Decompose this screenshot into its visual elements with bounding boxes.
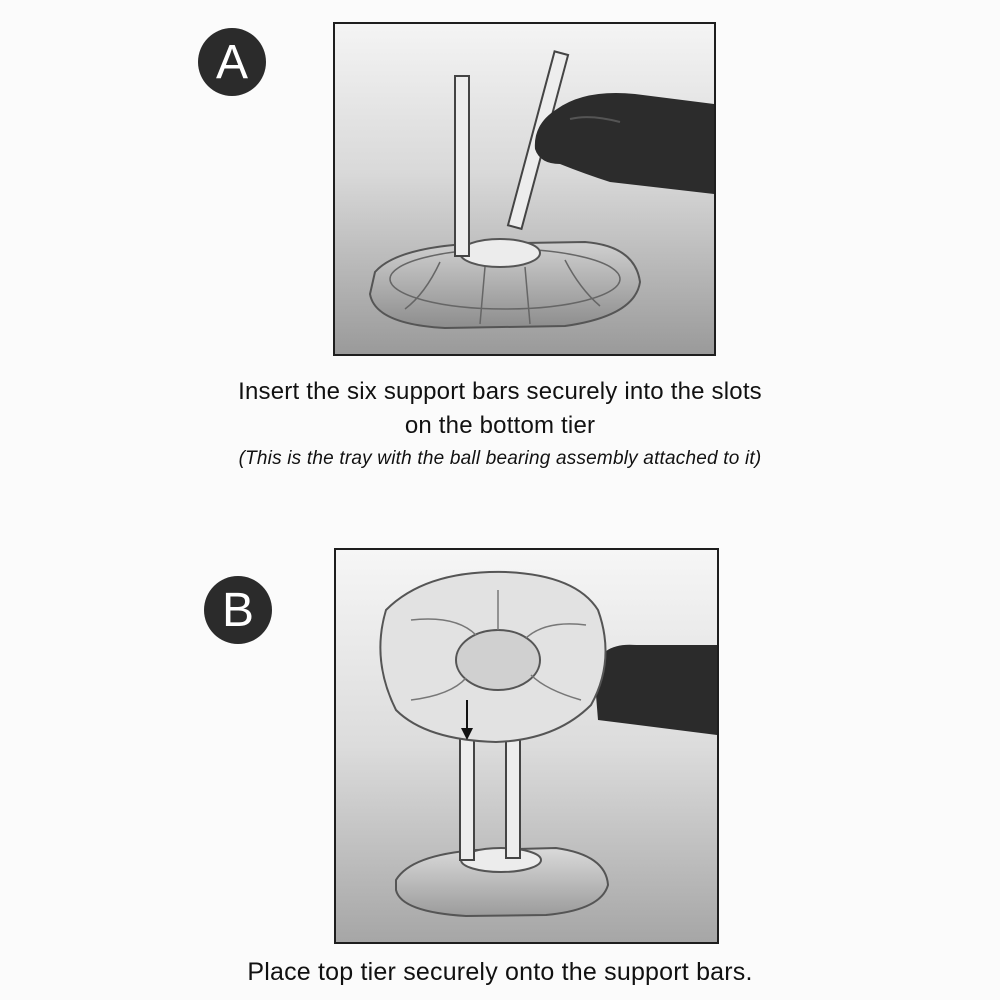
step-a-badge: A bbox=[198, 28, 266, 96]
step-a-note: (This is the tray with the ball bearing assembly attached to it) bbox=[238, 448, 762, 469]
step-b-badge: B bbox=[204, 576, 272, 644]
hand bbox=[594, 645, 717, 735]
top-tier-tray bbox=[380, 572, 605, 742]
step-a-instruction: Insert the six support bars securely into the slots bbox=[238, 378, 762, 405]
bottom-tier-tray bbox=[370, 239, 640, 328]
step-a-illustration bbox=[335, 24, 714, 354]
step-a-instruction-line2: on the bottom tier bbox=[404, 412, 596, 439]
step-b-photo bbox=[334, 548, 719, 944]
step-b-illustration bbox=[336, 550, 717, 942]
step-b-instruction: Place top tier securely onto the support bars. bbox=[247, 958, 753, 986]
bottom-tier-tray bbox=[396, 848, 608, 916]
support-bar-inserted bbox=[455, 76, 469, 256]
step-a-photo bbox=[333, 22, 716, 356]
